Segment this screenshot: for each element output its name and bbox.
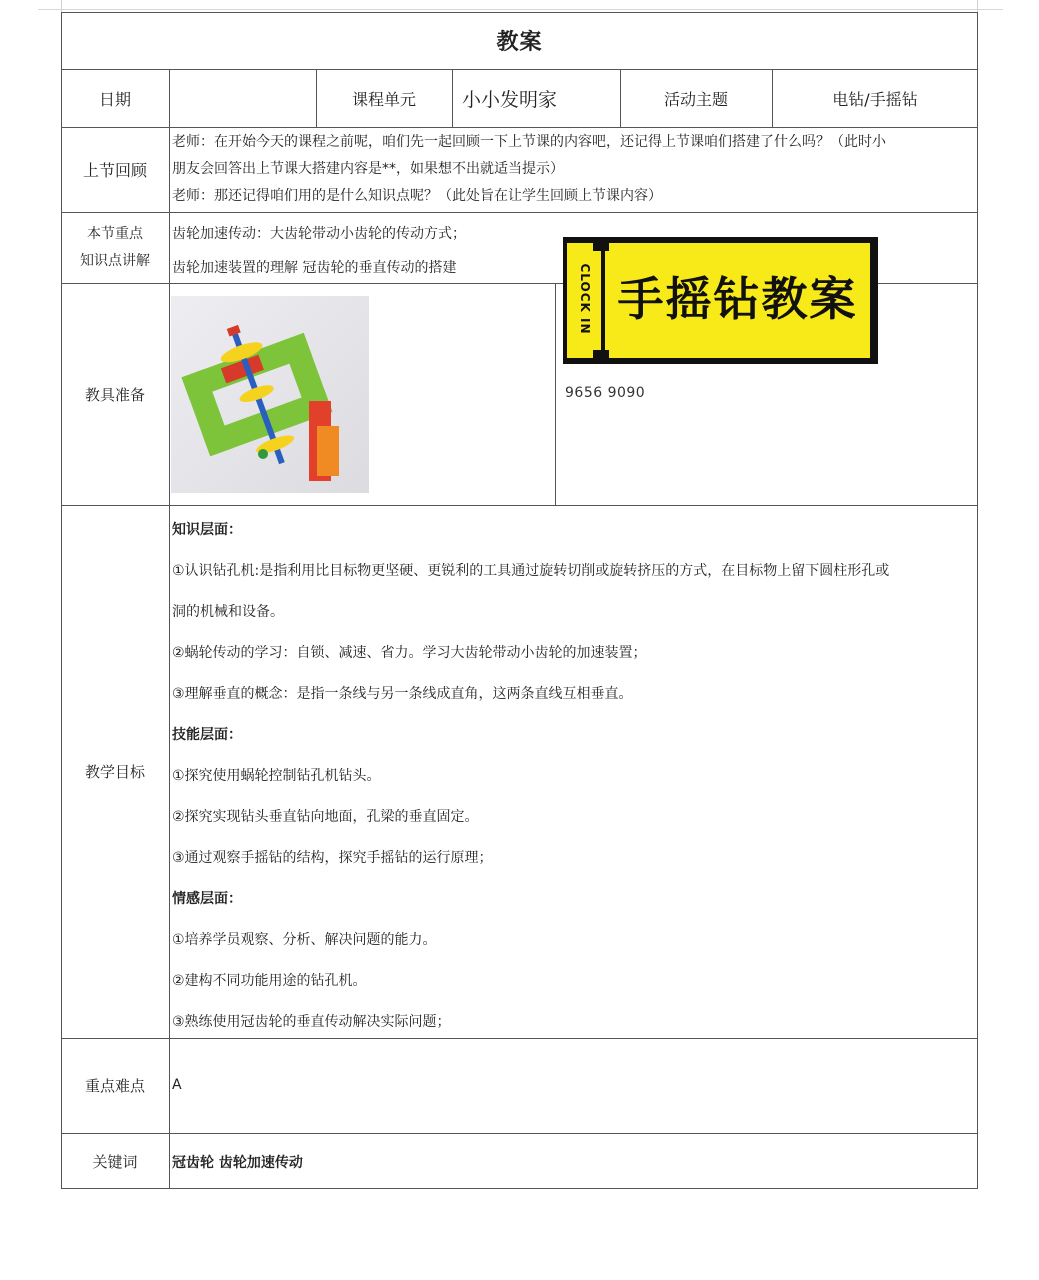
review-line: 老师：在开始今天的课程之前呢，咱们先一起回顾一下上节课的内容吧，还记得上节课咱们搭建了什么吗？（此时小	[172, 134, 886, 150]
keywords-label: 关键词	[92, 1152, 138, 1171]
rule	[61, 127, 978, 128]
rule	[169, 69, 170, 1189]
goals-item: ③理解垂直的概念：是指一条线与另一条线成直角，这两条直线互相垂直。	[172, 686, 633, 702]
rule	[555, 283, 556, 505]
review-line: 老师：那还记得咱们用的是什么知识点呢？（此处旨在让学生回顾上节课内容）	[172, 188, 662, 204]
review-label: 上节回顾	[82, 161, 147, 180]
goals-item: ②蜗轮传动的学习：自锁、减速、省力。学习大齿轮带动小齿轮的加速装置；	[172, 645, 647, 661]
rule	[61, 1038, 978, 1039]
goals-item: ②建构不同功能用途的钻孔机。	[172, 973, 367, 989]
goals-heading: 技能层面：	[172, 727, 242, 743]
page-top-rule	[38, 9, 1003, 10]
keypoints-label	[61, 212, 169, 283]
page-tick-left	[61, 0, 62, 12]
theme-value: 电钻/手摇钻	[832, 89, 918, 109]
page-title: 教案	[496, 30, 543, 55]
unit-label: 课程单元	[351, 89, 416, 109]
goals-item: ①认识钻孔机:是指利用比目标物更坚硬、更锐利的工具通过旋转切削或旋转挤压的方式，在目标物上留下圆柱形孔或	[172, 563, 890, 579]
keywords-value: 冠齿轮 齿轮加速传动	[172, 1155, 303, 1171]
goals-heading: 知识层面：	[172, 522, 242, 538]
goals-item: ②探究实现钻头垂直钻向地面，孔梁的垂直固定。	[172, 809, 479, 825]
review-line: 朋友会回答出上节课大搭建内容是**，如果想不出就适当提示）	[172, 161, 564, 177]
page-tick-right	[977, 0, 978, 12]
difficulty-label: 重点难点	[84, 1077, 145, 1095]
keypoints-line: 齿轮加速装置的理解 冠齿轮的垂直传动的搭建	[172, 260, 457, 276]
goals-heading: 情感层面：	[172, 891, 242, 907]
banner-side-text: CLOCK IN	[578, 263, 592, 335]
goals-item: ①培养学员观察、分析、解决问题的能力。	[172, 932, 437, 948]
theme-label: 活动主题	[663, 89, 728, 109]
lego-model-illustration	[171, 296, 369, 493]
goals-item: 洞的机械和设备。	[172, 604, 284, 620]
banner-notch	[593, 350, 609, 364]
goals-item: ①探究使用蜗轮控制钻孔机钻头。	[172, 768, 381, 784]
date-value	[169, 69, 316, 127]
unit-value: 小小发明家	[462, 88, 558, 111]
clock-in-banner	[563, 237, 878, 364]
keypoints-line: 齿轮加速传动：大齿轮带动小齿轮的传动方式；	[172, 226, 466, 242]
rule	[61, 1133, 978, 1134]
keypoints-label-line: 知识点讲解	[80, 252, 150, 269]
banner-title: 手摇钻教案	[617, 272, 858, 326]
materials-label: 教具准备	[84, 385, 145, 404]
goals-label: 教学目标	[84, 763, 145, 781]
goals-item: ③熟练使用冠齿轮的垂直传动解决实际问题；	[172, 1014, 451, 1030]
rule	[61, 212, 978, 213]
date-label: 日期	[98, 89, 131, 109]
keypoints-label-line: 本节重点	[87, 225, 143, 242]
phone-number: 9656 9090	[565, 385, 646, 401]
lesson-plan-table	[61, 12, 978, 1189]
lego-drill-photo	[171, 296, 369, 493]
difficulty-value: A	[172, 1077, 182, 1093]
goals-item: ③通过观察手摇钻的结构，探究手摇钻的运行原理；	[172, 850, 493, 866]
rule	[61, 505, 978, 506]
banner-notch	[593, 237, 609, 251]
